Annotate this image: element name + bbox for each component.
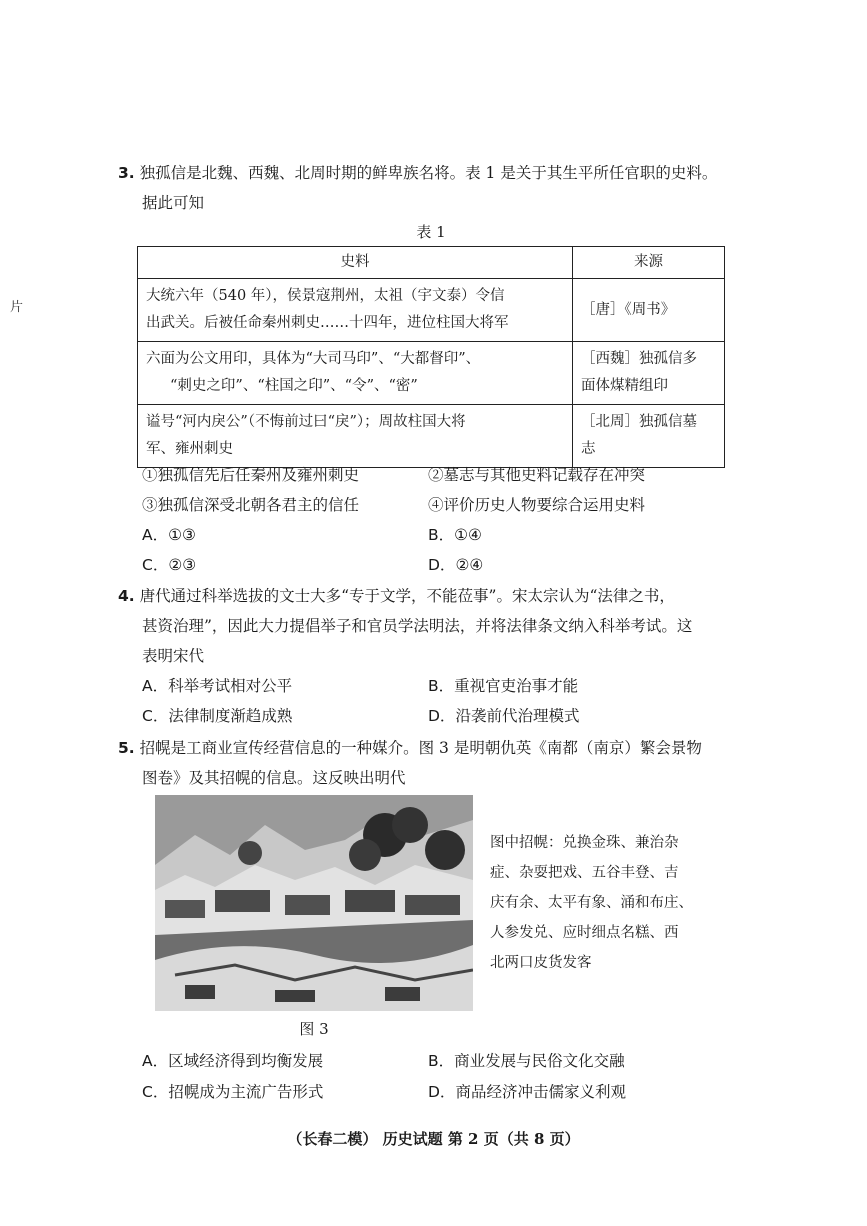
painting-image: [155, 795, 473, 1011]
option-c[interactable]: C．法律制度渐趋成熟: [142, 707, 293, 725]
signboard-description: 图中招幌：兑换金珠、兼治杂 症、杂耍把戏、五谷丰登、吉 庆有余、太平有象、涌和布庄、 人参发兑、应时细点名糕、西 北两口皮货发客: [490, 835, 693, 971]
margin-mark: 片: [10, 300, 24, 315]
table-cell: 谥号“河内戾公”（不悔前过曰“戾”）；周故柱国大将 军、雍州刺史: [138, 405, 573, 468]
statement-item: ①独孤信先后任秦州及雍州刺史: [142, 466, 360, 484]
table-cell: ［北周］独孤信墓 志: [573, 405, 725, 468]
table-row: [138, 279, 725, 342]
question-5: [118, 733, 758, 793]
question-number: 3.: [118, 164, 135, 182]
table-row: [138, 405, 725, 468]
option-c[interactable]: C．招幌成为主流广告形式: [142, 1083, 324, 1101]
table-row: [138, 342, 725, 405]
option-d[interactable]: D．沿袭前代治理模式: [428, 707, 580, 725]
statement-item: ②墓志与其他史料记载存在冲突: [428, 466, 646, 484]
table-cell: 大统六年（540 年），侯景寇荆州，太祖（宇文泰）令信 出武关。后被任命秦州刺史……十四年，进位柱国大将军: [138, 279, 573, 342]
option-b[interactable]: B．重视官吏治事才能: [428, 677, 579, 695]
option-a[interactable]: A．科举考试相对公平: [142, 677, 293, 695]
table-cell: ［唐］《周书》: [573, 279, 725, 342]
table-header-row: [138, 247, 725, 279]
table-header-cell: 来源: [573, 247, 725, 279]
question-number: 4.: [118, 587, 135, 605]
question-stem-line: 独孤信是北魏、西魏、北周时期的鲜卑族名将。表 1 是关于其生平所任官职的史料。: [139, 164, 718, 182]
page-footer: （长春二模） 历史试题 第 2 页（共 8 页）: [287, 1130, 580, 1148]
option-row: [142, 550, 742, 580]
option-a[interactable]: A．①③: [142, 526, 196, 544]
statement-row: [142, 490, 742, 520]
question-4: [118, 581, 758, 671]
option-d[interactable]: D．商品经济冲击儒家义利观: [428, 1083, 626, 1101]
option-row: [142, 671, 742, 701]
question-stem-line: 唐代通过科举选拔的文士大多“专于文学，不能莅事”。宋太宗认为“法律之书，: [139, 587, 675, 605]
statement-item: ④评价历史人物要综合运用史料: [428, 496, 646, 514]
option-b[interactable]: B．①④: [428, 526, 482, 544]
question-stem-line: 图卷》及其招幌的信息。这反映出明代: [142, 769, 406, 787]
option-c[interactable]: C．②③: [142, 556, 197, 574]
question-stem-line: 甚资治理”，因此大力提倡举子和官员学法明法，并将法律条文纳入科举考试。这: [142, 617, 693, 635]
option-a[interactable]: A．区域经济得到均衡发展: [142, 1052, 324, 1070]
question-number: 5.: [118, 739, 135, 757]
statement-row: [142, 460, 742, 490]
question-3: [118, 158, 758, 218]
table-caption: 表 1: [416, 223, 446, 241]
option-d[interactable]: D．②④: [428, 556, 484, 574]
table-cell: ［西魏］独孤信多 面体煤精组印: [573, 342, 725, 405]
question-stem-line: 表明宋代: [142, 647, 205, 665]
table-header-cell: 史料: [138, 247, 573, 279]
option-row: [142, 520, 742, 550]
figure-caption: 图 3: [299, 1020, 329, 1038]
option-b[interactable]: B．商业发展与民俗文化交融: [428, 1052, 625, 1070]
question-stem-line: 据此可知: [142, 194, 205, 212]
landscape-painting-icon: [155, 795, 473, 1011]
source-table: [137, 246, 725, 468]
question-stem-line: 招幌是工商业宣传经营信息的一种媒介。图 3 是明朝仇英《南都（南京）繁会景物: [139, 739, 702, 757]
option-row: [142, 701, 742, 731]
option-row: [142, 1046, 742, 1076]
option-row: [142, 1077, 742, 1107]
table-cell: 六面为公文用印，具体为“大司马印”、“大都督印”、 “刺史之印”、“柱国之印”、“令”、“密”: [138, 342, 573, 405]
statement-item: ③独孤信深受北朝各君主的信任: [142, 496, 360, 514]
